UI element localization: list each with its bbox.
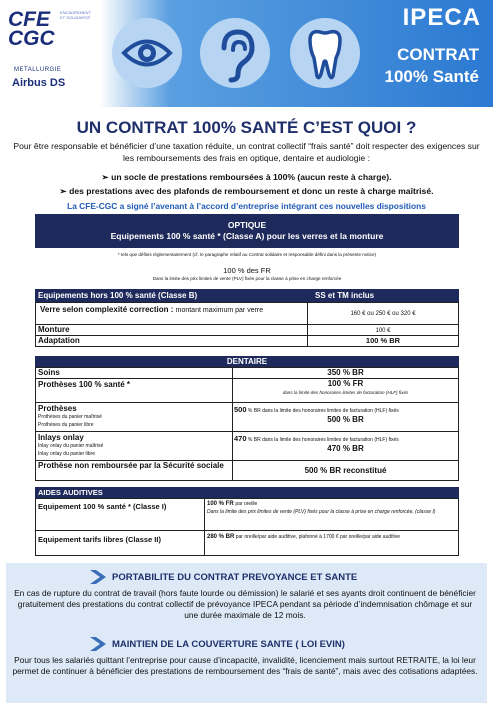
portabilite-title: PORTABILITE DU CONTRAT PREVOYANCE ET SANTE	[112, 572, 358, 583]
logo-metallurgie: METALLURGIE	[14, 67, 62, 73]
classI-note: Dans la limite des prix limites de vente (PLV) fixés pour la classe à prise en charge renforcée, (classe I)	[207, 509, 436, 515]
contract-line1: CONTRAT	[397, 45, 479, 64]
inlays-value1-num: 470	[234, 434, 247, 443]
maintien-text: Pour tous les salariés quittant l’entreprise pour cause d’incapacité, invalidité, licenciement mais surtout RETRAITE, la loi leur permet de continuer à bénéficier des prestations de remboursement des “frais de santé”, mais avec des cotisations adaptées.	[12, 655, 478, 676]
classI-value: 100 % FR	[207, 501, 234, 507]
contract-title	[385, 44, 480, 88]
monture-value: 100 €	[375, 328, 391, 334]
inlays-value2: 470 % BR	[327, 444, 364, 453]
aides-title-row	[35, 487, 459, 498]
bullet-socle-text: un socle de prestations remboursées à 100% (aucun reste à charge).	[111, 172, 392, 182]
nonremb-label: Prothèse non remboursée par la Sécurité sociale	[38, 461, 224, 470]
protheses-sub1: Prothèses du panier maîtrisé	[38, 414, 102, 420]
protheses100-label: Prothèses 100 % santé *	[38, 380, 131, 389]
page-title: UN CONTRAT 100% SANTÉ C’EST QUOI ?	[76, 118, 417, 137]
verre-label: Verre selon complexité correction :	[40, 305, 174, 314]
optique-classB-value: SS et TM inclus	[315, 291, 375, 300]
inlays-value1-text: % BR dans la limite des honoraires limites de facturation (HLF) fixés	[247, 437, 399, 443]
protheses-label: Prothèses	[38, 404, 77, 413]
nonremb-value: 500 % BR reconstitué	[304, 466, 387, 475]
optique-fr-note: Dans la limite des prix limites de vente (PLV) fixés pour la classe à prise en charge renforcée	[152, 276, 342, 281]
dentaire-title: DENTAIRE	[35, 356, 459, 367]
adaptation-label: Adaptation	[38, 336, 80, 345]
inlays-sub2: Inlay onlay du panier libre	[38, 451, 95, 457]
protheses-value1-num: 500	[234, 405, 247, 414]
classII-label: Equipement tarifs libres (Classe II)	[38, 535, 161, 544]
header-banner	[0, 0, 493, 107]
signed-statement: La CFE-CGC a signé l’avenant à l’accord d’entreprise intégrant ces nouvelles dispositions	[67, 201, 426, 211]
tooth-icon	[290, 18, 360, 88]
logo-text: CFE CGC	[8, 8, 55, 50]
inlays-label: Inlays onlay	[38, 433, 84, 442]
bullet-plafonds-text: des prestations avec des plafonds de remboursement et donc un reste à charge maîtrisé.	[69, 186, 434, 196]
chevron-right-icon	[88, 569, 110, 585]
soins-label: Soins	[38, 368, 60, 377]
contract-line2: 100% Santé	[384, 67, 479, 86]
optique-fr-value: 100 % des FR	[223, 266, 271, 275]
soins-value: 350 % BR	[327, 368, 364, 377]
intro-paragraph: Pour être responsable et bénéficier d’une taxation réduite, un contrat collectif “frais santé” doit respecter des exigences sur les remboursements des frais en optique, dentaire et audiologie :	[13, 141, 480, 163]
protheses100-note: dans la limite des honoraires limites de facturation (HLF) fixés	[282, 390, 409, 395]
bullet-socle: ➢ un socle de prestations remboursées à 100% (aucun reste à charge).	[101, 172, 392, 182]
optique-title: OPTIQUE	[227, 220, 267, 230]
protheses100-value: 100 % FR	[327, 379, 364, 388]
optique-note: * tels que définis réglementairement (cf. le paragraphe relatif au Contrat solidaire et responsable défini dans la présente notice)	[117, 252, 377, 257]
logo-company: Airbus DS	[12, 77, 66, 89]
maintien-title: MAINTIEN DE LA COUVERTURE SANTE ( LOI EVIN)	[112, 639, 345, 650]
protheses-value2: 500 % BR	[327, 415, 364, 424]
verre-sublabel: montant maximum par verre	[175, 307, 264, 314]
classII-note: par oreille/par aide auditive, plafonné à 1700 € par oreille/par aide auditive	[235, 534, 401, 540]
protheses-value1-text: % BR dans la limite des honoraires limites de facturation (HLF) fixés	[247, 408, 399, 414]
bullet-plafonds: ➢ des prestations avec des plafonds de remboursement et donc un reste à charge maîtrisé.	[59, 186, 434, 196]
adaptation-value: 100 % BR	[365, 336, 401, 345]
optique-classB-row	[35, 289, 459, 302]
protheses-sub2: Prothèses du panier libre	[38, 422, 94, 428]
classII-value: 280 % BR	[207, 534, 235, 540]
ipeca-brand: IPECA	[402, 4, 481, 31]
classI-suffix: par oreille	[235, 501, 258, 507]
optique-classA: Equipements 100 % santé * (Classe A) pour les verres et la monture	[110, 231, 384, 241]
verre-value: 160 € ou 250 € ou 320 €	[350, 311, 416, 317]
classI-label: Equipement 100 % santé * (Classe I)	[38, 502, 167, 511]
bottom-panel	[6, 563, 487, 703]
cfe-cgc-logo	[0, 0, 100, 107]
ear-icon	[200, 18, 270, 88]
chevron-right-icon	[88, 636, 110, 652]
inlays-sub1: Inlay onlay du panier maîtrisé	[38, 443, 104, 449]
aides-title: AIDES AUDITIVES	[38, 488, 103, 497]
classII-value-line	[207, 533, 455, 541]
logo-tagline: ENCADREMENT ET SOLIDARITÉ	[60, 10, 91, 20]
portabilite-text: En cas de rupture du contrat de travail (hors faute lourde ou démission) le salarié et ses ayants droit continuent de bénéficier gratuitement des prestations du contrat collectif de prévoyance IPECA pendant sa période d’indemnisation chômage et sur une durée maximale de 12 mois.	[14, 588, 476, 620]
monture-label: Monture	[38, 325, 70, 334]
optique-classB-label: Equipements hors 100 % santé (Classe B)	[38, 291, 198, 300]
eye-icon	[112, 18, 182, 88]
verre-row-label	[40, 305, 305, 316]
classI-value-line	[207, 500, 457, 508]
optique-header	[35, 214, 459, 248]
